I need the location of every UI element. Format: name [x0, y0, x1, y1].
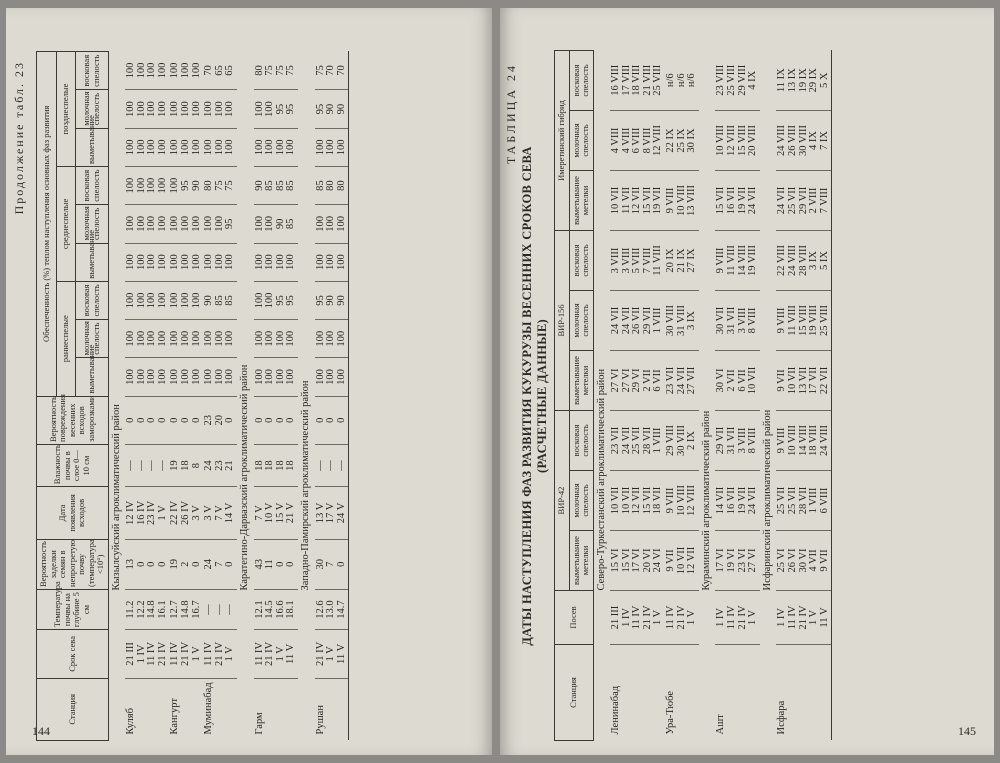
col-early-phase3: восковая спелость — [76, 281, 108, 319]
value-cell: 100 100 100 — [315, 205, 349, 243]
col-moisture: Влажность почвы в слое 0—10 см — [37, 444, 109, 486]
col-early-phase2: молочная спелость — [76, 320, 108, 358]
value-cell: 9 VIII 11 VIII 15 VIII 19 VIII 25 VIII — [776, 290, 831, 350]
value-cell: 100 100 100 100 — [254, 358, 298, 396]
moisture-cell: 24 23 21 — [203, 444, 237, 486]
value-cell: 11 IX 13 IX 19 IX 29 IX 5 X — [776, 50, 831, 110]
value-cell: 23 VII 24 VII 27 VII — [665, 350, 699, 410]
value-cell: 9 VIII 10 VIII 12 VIII — [665, 471, 699, 531]
table-23 — [36, 51, 349, 741]
left-page — [6, 8, 492, 755]
col-mid-phase2: молочная спелость — [76, 205, 108, 243]
damage-cell: 0 0 0 0 — [254, 396, 298, 444]
temp-cell: 12.7 14.8 16.7 — [169, 589, 203, 629]
value-cell: 100 100 100 — [315, 320, 349, 358]
value-cell: 25 VI 26 VI 30 VI 4 VII 9 VII — [776, 531, 831, 591]
col-damage-prob: Вероятность повреждения весенних всходов заморозками — [37, 396, 109, 444]
value-cell: 100 100 100 — [315, 128, 349, 166]
col-mid: среднеспелые — [56, 167, 76, 282]
value-cell: 10 VIII 12 VIII 15 VIII 20 VIII — [715, 110, 759, 170]
table-23-rotated — [6, 51, 478, 741]
value-cell: 22 VIII 24 VIII 28 VIII 3 IX 5 IX — [776, 230, 831, 290]
frost-cell: 30 7 0 — [315, 539, 349, 589]
value-cell: 25 VII 25 VII 28 VII 1 VIII 6 VIII — [776, 471, 831, 531]
value-cell: 29 VII 31 VII 3 VIII 8 VIII — [715, 410, 759, 470]
temp-cell: — — — — [203, 589, 237, 629]
value-cell: 100 100 100 — [169, 281, 203, 319]
value-cell: 100 100 100 100 — [125, 358, 169, 396]
value-cell: 20 IX 21 IX 27 IX — [665, 230, 699, 290]
value-cell: 100 100 100 — [203, 320, 237, 358]
col-vir156-phase3: восковая спелость — [569, 230, 593, 290]
emergence-cell: 22 IV 26 IV 3 V — [169, 487, 203, 539]
col-emergence: Дата появления всходов — [37, 487, 109, 539]
sowing-cell: 1 IV 11 IV 21 IV 1 V — [715, 591, 759, 645]
table-row — [169, 52, 203, 741]
value-cell: н/6 н/6 н/6 — [665, 50, 699, 110]
table-number: ТАБЛИЦА 24 — [504, 63, 518, 165]
table-row — [125, 52, 169, 741]
value-cell: 100 100 95 — [203, 205, 237, 243]
col-late-phase1: выметывание — [76, 128, 108, 166]
value-cell: 80 75 75 75 — [254, 52, 298, 90]
value-cell: 27 VI 27 VI 29 VI 2 VII 6 VII — [610, 350, 665, 410]
value-cell: 95 90 90 — [315, 90, 349, 128]
col-station: Станция — [555, 645, 594, 741]
moisture-cell: 19 18 8 — [169, 444, 203, 486]
station-cell: Ашт — [715, 714, 727, 735]
value-cell: 100 100 100 — [203, 90, 237, 128]
sowing-cell: 21 IV 1 V 11 V — [315, 630, 349, 678]
col-early-phase1: выметывание — [76, 358, 108, 396]
value-cell: 23 VII 24 VII 25 VII 28 VII 1 VIII — [610, 410, 665, 470]
station-cell: Гарм — [253, 712, 265, 735]
region-heading: Исфаринский агроклиматический район — [761, 409, 773, 591]
temp-cell: 12.6 13.0 14.7 — [315, 589, 349, 629]
value-cell: 100 100 100 100 — [254, 128, 298, 166]
col-sowing-date: Срок сева — [37, 630, 109, 678]
value-cell: 75 70 70 — [315, 52, 349, 90]
region-heading: Кураминский агроклиматический район — [700, 410, 712, 591]
col-late: позднеспелые — [56, 52, 76, 167]
page-number: 144 — [32, 724, 50, 738]
value-cell: 100 100 100 100 — [125, 320, 169, 358]
sowing-cell: 11 IV 21 IV 1 V — [203, 630, 237, 678]
col-hybrid-phase2: молочная спелость — [569, 110, 593, 170]
value-cell: 100 100 100 — [169, 320, 203, 358]
station-cell: Ура-Тюбе — [665, 690, 677, 735]
col-vir156-phase1: выметывание метелки — [569, 350, 593, 410]
col-sowing: Посев — [555, 591, 594, 645]
value-cell: 100 100 100 — [169, 52, 203, 90]
value-cell: 16 VIII 17 VIII 18 VIII 21 VIII 25 VIII — [610, 50, 665, 110]
table-row — [203, 52, 237, 741]
region-heading: Северо-Туркестанский агроклиматический район — [595, 368, 607, 591]
value-cell: 100 100 100 — [169, 90, 203, 128]
col-hybrid-phase1: выметывание метелки — [569, 170, 593, 230]
value-cell: 14 VII 16 VII 19 VII 24 VII — [715, 471, 759, 531]
temp-cell: 12.1 14.5 16.6 18.1 — [254, 589, 298, 629]
value-cell: 100 100 100 100 — [254, 243, 298, 281]
col-vir42-phase2: молочная спелость — [569, 471, 593, 531]
station-cell: Рушан — [315, 678, 349, 740]
moisture-cell: — — — — — [125, 444, 169, 486]
value-cell: 30 VIII 31 VIII 3 IX — [665, 290, 699, 350]
value-cell: 24 VIII 26 VIII 30 VIII 4 IX 7 IX — [776, 110, 831, 170]
region-heading: Кызылсуйский агроклиматический район — [110, 404, 122, 591]
value-cell: 100 100 100 — [203, 358, 237, 396]
sowing-cell: 11 IV 21 IV 1 V — [665, 591, 699, 645]
value-cell: 4 VIII 4 VIII 6 VIII 8 VIII 12 VIII — [610, 110, 665, 170]
table-row — [715, 50, 759, 740]
col-hybrid: Имеретинский гибрид — [555, 50, 570, 230]
value-cell: 85 80 80 — [315, 167, 349, 205]
value-cell: 100 100 100 — [203, 243, 237, 281]
value-cell: 10 VII 10 VII 12 VII 15 VII 18 VII — [610, 471, 665, 531]
value-cell: 100 100 100 — [169, 205, 203, 243]
value-cell: 17 VI 19 VI 23 VI 27 VI — [715, 531, 759, 591]
value-cell: 100 100 100 100 — [125, 281, 169, 319]
table-row — [315, 52, 349, 741]
table-row — [610, 50, 665, 740]
damage-cell: 0 0 0 — [169, 396, 203, 444]
value-cell: 100 100 95 95 — [254, 281, 298, 319]
sowing-cell: 11 IV 21 IV 1 V — [169, 630, 203, 678]
table-title: ДАТЫ НАСТУПЛЕНИЯ ФАЗ РАЗВИТИЯ КУКУРУЗЫ ВЕСЕННИХ СРОКОВ СЕВА — [520, 146, 534, 646]
col-late-phase3: восковая спелость — [76, 52, 108, 90]
emergence-cell: 3 V 7 V 14 V — [203, 487, 237, 539]
table-24 — [554, 50, 832, 741]
station-cell: Ленинабад — [610, 685, 622, 735]
value-cell: 100 100 90 85 — [254, 205, 298, 243]
value-cell: 70 65 65 — [203, 52, 237, 90]
region-heading: Западно-Памирский агроклиматический район — [300, 380, 311, 591]
sowing-cell: 21 III 1 IV 11 IV 21 IV 1 V — [610, 591, 665, 645]
emergence-cell: 7 V 10 V 15 V 21 V — [254, 487, 298, 539]
value-cell: 22 IX 25 IX 30 IX — [665, 110, 699, 170]
station-cell: Кангурт — [169, 698, 181, 735]
value-cell: 10 VII 11 VII 12 VII 15 VII 19 VII — [610, 170, 665, 230]
value-cell: 100 100 100 100 — [125, 52, 169, 90]
value-cell: 9 VIII 10 VIII 14 VIII 18 VIII 24 VIII — [776, 410, 831, 470]
station-cell: Куляб — [125, 708, 137, 735]
damage-cell: 0 0 0 0 — [125, 396, 169, 444]
value-cell: 100 100 100 100 — [125, 167, 169, 205]
col-vir42-phase1: выметывание метелки — [569, 531, 593, 591]
value-cell: 100 100 100 — [169, 358, 203, 396]
value-cell: 100 100 100 100 — [125, 128, 169, 166]
col-early: раннеспелые — [56, 281, 76, 396]
frost-cell: 43 11 0 0 — [254, 539, 298, 589]
value-cell: 15 VII 16 VII 19 VII 24 VII — [715, 170, 759, 230]
frost-cell: 19 2 0 — [169, 539, 203, 589]
page-number: 145 — [958, 724, 976, 738]
damage-cell: 23 20 0 — [203, 396, 237, 444]
value-cell: 15 VI 15 VI 17 VI 20 VI 24 VI — [610, 531, 665, 591]
value-cell: 100 100 100 — [315, 243, 349, 281]
col-mid-phase1: выметывание — [76, 243, 108, 281]
table-row — [254, 52, 298, 741]
col-hybrid-phase3: восковая спелость — [569, 50, 593, 110]
temp-cell: 11.2 12.2 14.8 16.1 — [125, 589, 169, 629]
value-cell: 100 100 100 — [315, 358, 349, 396]
right-page — [500, 8, 994, 755]
col-vir156: ВИР-156 — [555, 230, 570, 410]
region-heading: Каратегино-Дарвазский агроклиматический район — [239, 364, 251, 591]
value-cell: 90 85 85 — [203, 281, 237, 319]
col-vir42: ВИР-42 — [555, 410, 570, 590]
value-cell: 9 VII 10 VII 13 VII 17 VII 22 VII — [776, 350, 831, 410]
table-subtitle: (РАСЧЕТНЫЕ ДАННЫЕ) — [535, 319, 549, 473]
value-cell: 100 100 100 100 — [125, 205, 169, 243]
col-mid-phase3: восковая спелость — [76, 167, 108, 205]
sowing-cell: 11 IV 21 IV 1 V 11 V — [254, 630, 298, 678]
value-cell: 100 100 100 — [203, 128, 237, 166]
value-cell: 24 VII 25 VII 29 VII 2 VIII 7 VIII — [776, 170, 831, 230]
value-cell: 29 VIII 30 VIII 2 IX — [665, 410, 699, 470]
emergence-cell: 12 IV 16 IV 23 IV 1 V — [125, 487, 169, 539]
table-row — [776, 50, 831, 740]
value-cell: 9 VII 10 VII 12 VII — [665, 531, 699, 591]
value-cell: 80 75 75 — [203, 167, 237, 205]
frost-cell: 13 0 0 0 — [125, 539, 169, 589]
value-cell: 95 90 90 — [315, 281, 349, 319]
station-cell: Муминабад — [203, 682, 215, 735]
col-frost-prob: Вероятность заделки семян в непрогретую почву (температура <10°) — [37, 539, 109, 589]
value-cell: 3 VIII 3 VIII 5 VIII 7 VIII 11 VIII — [610, 230, 665, 290]
value-cell: 100 100 100 100 — [125, 243, 169, 281]
moisture-cell: 18 18 18 18 — [254, 444, 298, 486]
table-continuation-label: Продолжение табл. 23 — [12, 61, 26, 215]
sowing-cell: 1 IV 11 IV 21 IV 1 V 11 V — [776, 591, 831, 645]
col-provision-group: Обеспеченность (%) теплом наступления основных фаз развития — [37, 52, 57, 397]
station-cell: Исфара — [776, 645, 831, 741]
col-station: Станция — [37, 678, 109, 740]
value-cell: 100 100 100 100 — [254, 320, 298, 358]
damage-cell: 0 0 0 — [315, 396, 349, 444]
value-cell: 100 100 95 95 — [254, 90, 298, 128]
value-cell: 9 VIII 10 VIII 13 VIII — [665, 170, 699, 230]
value-cell: 100 100 100 100 — [125, 90, 169, 128]
emergence-cell: 13 V 17 V 24 V — [315, 487, 349, 539]
value-cell: 9 VIII 11 VIII 14 VIII 19 VIII — [715, 230, 759, 290]
sowing-cell: 21 III 1 IV 11 IV 21 IV — [125, 630, 169, 678]
value-cell: 90 85 85 85 — [254, 167, 298, 205]
frost-cell: 24 7 0 — [203, 539, 237, 589]
col-late-phase2: молочная спелость — [76, 90, 108, 128]
value-cell: 100 95 90 — [169, 167, 203, 205]
col-vir42-phase3: восковая спелость — [569, 410, 593, 470]
value-cell: 100 100 100 — [169, 128, 203, 166]
table-24-rotated — [500, 51, 980, 741]
moisture-cell: — — — — [315, 444, 349, 486]
value-cell: 30 VII 31 VII 3 VIII 8 VIII — [715, 290, 759, 350]
col-soil-temp: Температура почвы на глубине 5 см — [37, 589, 109, 629]
col-vir156-phase2: молочная спелость — [569, 290, 593, 350]
value-cell: 100 100 100 — [169, 243, 203, 281]
value-cell: 23 VIII 25 VIII 29 VIII 4 IX — [715, 50, 759, 110]
value-cell: 24 VII 24 VII 26 VII 29 VII 1 VIII — [610, 290, 665, 350]
table-row — [665, 50, 699, 740]
value-cell: 30 VI 2 VII 6 VII 10 VII — [715, 350, 759, 410]
